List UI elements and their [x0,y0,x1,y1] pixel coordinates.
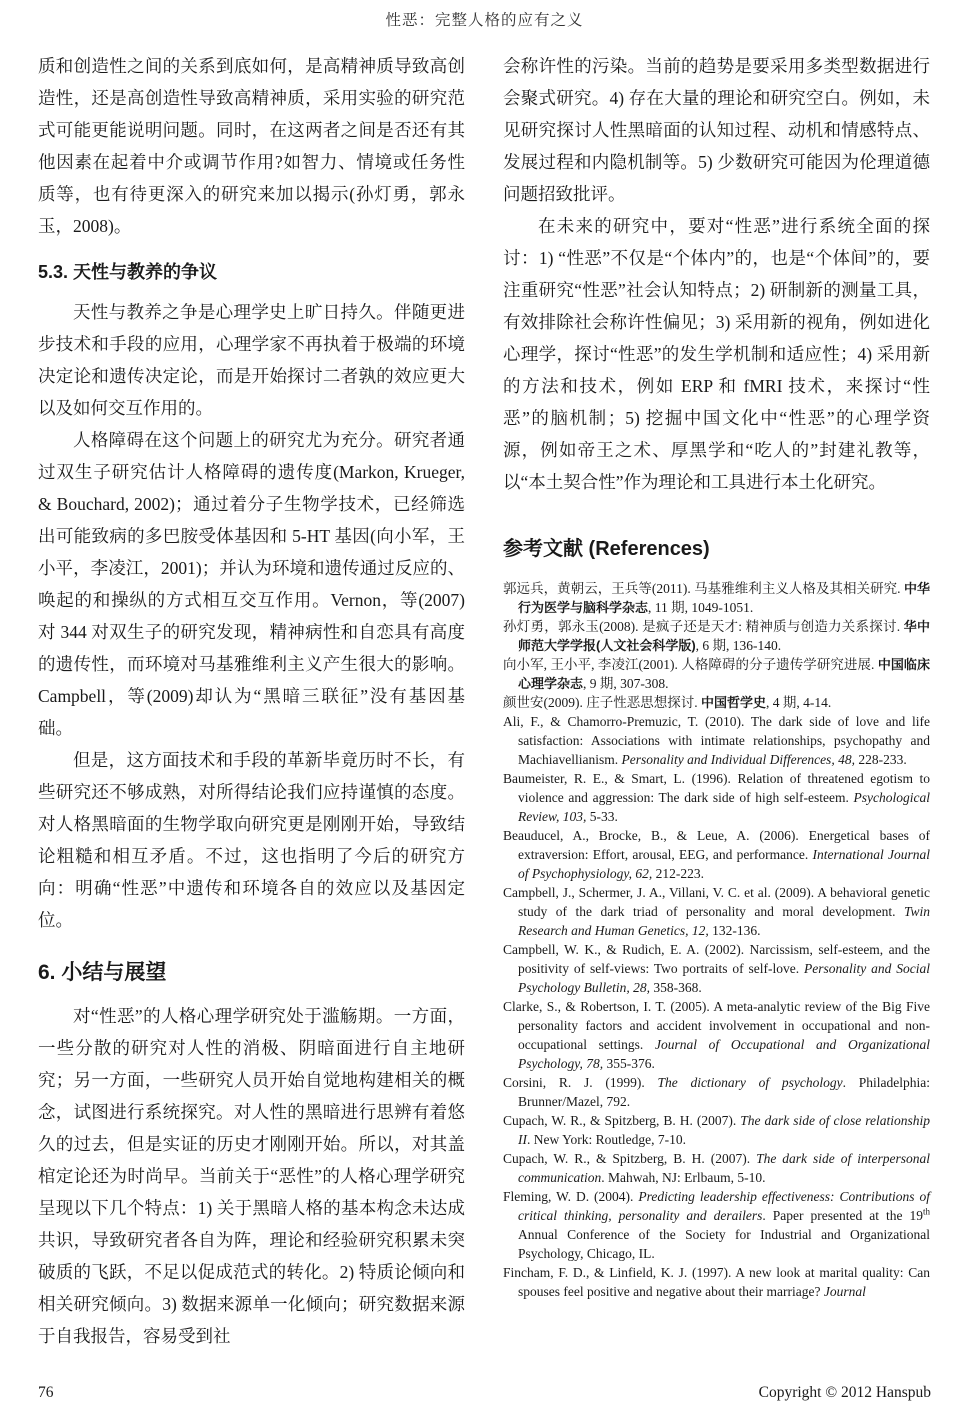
reference-segment: 中国哲学史 [701,695,767,710]
page-footer [38,1384,931,1402]
reference-segment: 中华行为医学与脑科学杂志 [518,581,930,615]
reference-segment: Beauducel, A., Brocke, B., & Leue, A. (2006). Energetical bases of extraversion: Effort, arousal, EEG, and performance. [503,828,930,862]
reference-segment: 355-376. [603,1056,655,1071]
reference-segment: Baumeister, R. E., & Smart, L. (1996). Relation of threatened egotism to violence and aggression: The dark side of high self-esteem. [503,771,930,805]
section-heading: 6. 小结与展望 [38,961,167,984]
reference-segment: The dark side of close relationship II [518,1113,931,1147]
reference-segment: 358-368. [649,980,702,995]
reference-segment: 5-33. [586,809,618,824]
reference-item [503,579,930,617]
reference-item [503,997,930,1073]
reference-segment: Twin Research and Human Genetics, 12, [518,904,930,938]
reference-item [503,655,930,693]
paragraph: 人格障碍在这个问题上的研究尤为充分。研究者通过双生子研究估计人格障碍的遗传度(Markon, Krueger, & Bouchard, 2002)；通过着分子生物学技术，已经筛选出可能致病的多巴胺受体基因和 5-HT 基因(向小军，王小平，李凌江，2001)；并认为环境和遗传通过反应的、唤起的和操纵的方式相互交互作用。Vernon，等(2007)对 344 对双生子的研究发现，精神病性和自恋具有高度的遗传性，而环境对马基雅维利主义产生很大的影响。Campbell，等(2009)却认为“黑暗三联征”没有基因基础。 [38,430,465,738]
reference-item [503,617,930,655]
paragraph: 质和创造性之间的关系到底如何，是高精神质导致高创造性，还是高创造性导致高精神质，采用实验的研究范式可能更能说明问题。同时，在这两者之间是否还有其他因素在起着中介或调节作用?如智力、情境或任务性质等，也有待更深入的研究来加以揭示(孙灯勇，郭永玉，2008)。 [38,56,465,236]
reference-segment: . New York: Routledge, 7-10. [527,1132,686,1147]
reference-item [503,826,930,883]
reference-segment: Fleming, W. D. (2004). [503,1189,639,1204]
body-columns [38,50,931,1352]
references-heading: 参考文献 (References) [503,538,710,560]
reference-segment: Personality and Social Psychology Bulletin, 28, [518,961,930,995]
reference-segment: International Journal of Psychophysiology, 62, [518,847,930,881]
right-column [503,50,930,1352]
reference-segment: Clarke, S., & Robertson, I. T. (2005). A meta-analytic review of the Big Five personality factors and accident involvement in occupational and non-occupational settings. [503,999,930,1052]
reference-item [503,1073,930,1111]
reference-segment: The dictionary of psychology [657,1075,843,1090]
reference-item [503,1149,930,1187]
reference-segment: . Philadelphia: Brunner/Mazel, 792. [518,1075,930,1109]
reference-segment: Fincham, F. D., & Linfield, K. J. (1997). A new look at marital quality: Can spouses feel positive and negative about their marriage? [503,1265,930,1299]
reference-segment: Annual Conference of the Society for Industrial and Organizational Psychology, Chicago, IL. [518,1227,930,1261]
reference-segment: The dark side of interpersonal communication [518,1151,930,1185]
reference-segment: . Mahwah, NJ: Erlbaum, 5-10. [601,1170,766,1185]
page-header [38,8,931,30]
reference-segment: Cupach, W. R., & Spitzberg, B. H. (2007). [503,1113,741,1128]
reference-segment: 华中师范大学学报(人文社会科学版) [518,619,930,653]
reference-segment: 颜世安(2009). 庄子性恶思想探讨. [503,695,701,710]
reference-segment: 孙灯勇，郭永玉(2008). 是疯子还是天才: 精神质与创造力关系探讨. [503,619,904,634]
reference-item [503,769,930,826]
left-column [38,50,465,1352]
reference-segment: Campbell, W. K., & Rudich, E. A. (2002). Narcissism, self-esteem, and the positivity of self-views: Two portraits of self-love. [503,942,930,976]
paragraph: 天性与教养之争是心理学史上旷日持久。伴随更进步技术和手段的应用，心理学家不再执着于极端的环境决定论和遗传决定论，而是开始探讨二者孰的效应更大以及如何交互作用的。 [38,302,465,418]
reference-segment: Personality and Individual Differences, 48, [621,752,855,767]
reference-segment: Ali, F., & Chamorro-Premuzic, T. (2010). The dark side of love and life satisfaction: Associations with intimate relationships, psychopathy and Machiavellianism. [503,714,930,767]
reference-segment: Psychological Review, 103, [518,790,930,824]
reference-segment: 228-233. [854,752,907,767]
reference-segment: , 11 期, 1049-1051. [648,600,754,615]
copyright: Copyright © 2012 Hanspub [758,1384,931,1401]
paragraph: 但是，这方面技术和手段的革新毕竟历时不长，有些研究还不够成熟，对所得结论我们应持谨慎的态度。对人格黑暗面的生物学取向研究更是刚刚开始，导致结论粗糙和相互矛盾。不过，这也指明了今后的研究方向：明确“性恶”中遗传和环境各自的效应以及基因定位。 [38,750,465,930]
paragraph: 会称许性的污染。当前的趋势是要采用多类型数据进行会聚式研究。4) 存在大量的理论和研究空白。例如，未见研究探讨人性黑暗面的认知过程、动机和情感特点、发展过程和内隐机制等。5) 少数研究可能因为伦理道德问题招致批评。 [503,56,930,204]
reference-segment: 郭远兵，黄朝云，王兵等(2011). 马基雅维利主义人格及其相关研究. [503,581,904,596]
reference-item [503,940,930,997]
reference-segment: Campbell, J., Schermer, J. A., Villani, V. C. et al. (2009). A behavioral genetic study of the dark triad of personality and moral development. [503,885,930,919]
subsection-heading: 5.3. 天性与教养的争议 [38,262,218,282]
reference-segment: Journal of Occupational and Organizational Psychology, 78, [518,1037,930,1071]
reference-item [503,883,930,940]
reference-segment: th [922,1206,930,1217]
page-number: 76 [38,1384,54,1401]
reference-segment: Predicting leadership effectiveness: Contributions of critical thinking, personality and derailers [518,1189,930,1223]
reference-segment: 向小军, 王小平, 李凌江(2001). 人格障碍的分子遗传学研究进展. [503,657,878,672]
reference-segment: , 4 期, 4-14. [766,695,832,710]
reference-segment: , 6 期, 136-140. [695,638,782,653]
reference-segment: Journal [823,1284,866,1299]
reference-segment: . Paper presented at the 19 [762,1208,923,1223]
reference-item [503,1263,930,1301]
reference-segment: 132-136. [708,923,761,938]
running-title: 性恶：完整人格的应有之义 [385,12,584,29]
reference-segment: Cupach, W. R., & Spitzberg, B. H. (2007). [503,1151,757,1166]
paragraph: 在未来的研究中，要对“性恶”进行系统全面的探讨：1) “性恶”不仅是“个体内”的，也是“个体间”的，要注重研究“性恶”社会认知特点；2) 研制新的测量工具，有效排除社会称许性偏见；3) 采用新的视角，例如进化心理学，探讨“性恶”的发生学机制和适应性；4) 采用新的方法和技术，例如 ERP 和 fMRI 技术，来探讨“性恶”的脑机制；5) 挖掘中国文化中“性恶”的心理学资源，例如帝王之术、厚黑学和“吃人的”封建礼教等，以“本土契合性”作为理论和工具进行本土化研究。 [503,216,930,492]
reference-item [503,693,930,712]
reference-segment: Corsini, R. J. (1999). [503,1075,658,1090]
reference-segment: 中国临床心理学杂志 [518,657,930,691]
reference-segment: 212-223. [652,866,704,881]
reference-item [503,712,930,769]
reference-item [503,1111,930,1149]
reference-segment: , 9 期, 307-308. [583,676,669,691]
reference-item [503,1187,930,1263]
references-list [503,579,930,1301]
paragraph: 对“性恶”的人格心理学研究处于滥觞期。一方面，一些分散的研究对人性的消极、阴暗面进行自主地研究；另一方面，一些研究人员开始自觉地构建相关的概念，试图进行系统探究。对人性的黑暗进行思辨有着悠久的过去，但是实证的历史才刚刚开始。所以，对其盖棺定论还为时尚早。当前关于“恶性”的人格心理学研究呈现以下几个特点：1) 关于黑暗人格的基本构念未达成共识，导致研究者各自为阵，理论和经验研究积累未突破质的飞跃，不足以促成范式的转化。2) 特质论倾向和相关研究倾向。3) 数据来源单一化倾向；研究数据来源于自我报告，容易受到社 [38,1006,465,1346]
